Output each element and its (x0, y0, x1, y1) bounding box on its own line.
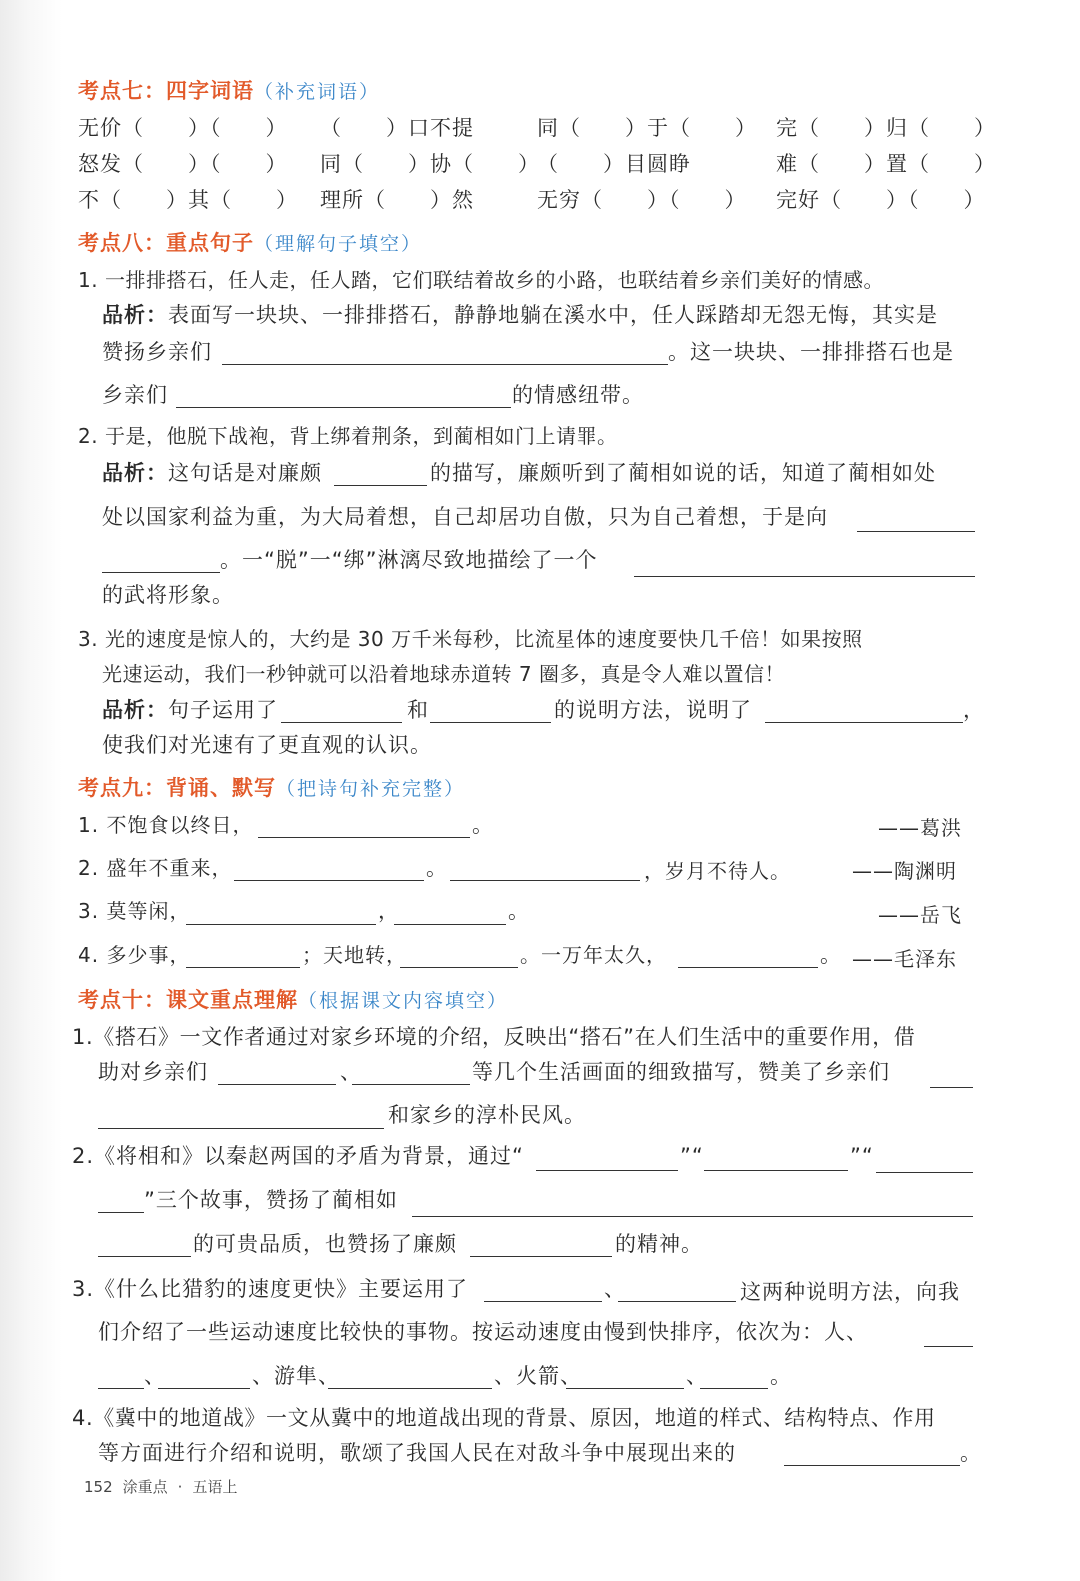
analysis-label: 品析： (102, 303, 168, 327)
s8-q1-sentence: 1. 一排排搭石，任人走，任人踏，它们联结着故乡的小路，也联结着乡亲们美好的情感。 (78, 268, 884, 292)
answer-blank[interactable] (857, 531, 975, 532)
section-9-heading (78, 773, 465, 805)
answer-blank[interactable] (98, 1256, 191, 1257)
answer-blank[interactable] (98, 1388, 144, 1389)
poem-3-start: 3. 莫等闲， (78, 899, 191, 923)
idiom-3-4: 完好（ ）（ ） (776, 188, 986, 212)
section-10-heading (78, 985, 508, 1017)
answer-blank[interactable] (98, 1212, 144, 1213)
s10-q2-l3b: 的精神。 (615, 1232, 703, 1256)
idiom-1-4: 完（ ）归（ ） (776, 116, 996, 140)
page-number: 152 (84, 1478, 113, 1496)
answer-blank[interactable] (186, 967, 300, 968)
poem-2-end: ，岁月不待人。 (644, 859, 791, 883)
idiom-2-3: （ ）目圆睁 (537, 152, 691, 176)
answer-blank[interactable] (176, 407, 511, 408)
answer-blank[interactable] (281, 722, 402, 723)
answer-blank[interactable] (450, 880, 640, 881)
s8-q3-l1b: 和 (407, 698, 429, 722)
section-7-subtitle: （补充词语） (254, 81, 381, 103)
analysis-label: 品析： (102, 698, 168, 722)
page-footer (84, 1476, 247, 1497)
s10-q2-l2a: ”三个故事，赞扬了蔺相如 (144, 1188, 398, 1212)
footer-dot: · (177, 1478, 183, 1496)
section-10-title: 考点十：课文重点理解 (78, 988, 298, 1012)
idiom-1-2: （ ）口不提 (320, 116, 474, 140)
poem-1-end: 。 (472, 813, 494, 837)
s10-q3-l1a: 3.《什么比猎豹的速度更快》主要运用了 (72, 1277, 469, 1301)
s10-q2-l3a: 的可贵品质，也赞扬了廉颇 (193, 1232, 457, 1256)
answer-blank[interactable] (704, 1170, 848, 1171)
poem-4-mid2: 。一万年太久， (520, 943, 667, 967)
poem-1-start: 1. 不饱食以终日， (78, 813, 254, 837)
idiom-1-1: 无价（ ）（ ） (78, 116, 288, 140)
answer-blank[interactable] (924, 1346, 973, 1347)
section-7-heading (78, 76, 380, 108)
poem-4-end: 。 (820, 943, 842, 967)
s10-q3-l3a: 、 (144, 1364, 166, 1388)
s8-q2-l4: 的武将形象。 (102, 583, 234, 607)
s8-q1-l2b: 。这一块块、一排排搭石也是 (668, 340, 954, 364)
answer-blank[interactable] (765, 722, 963, 723)
s10-q3-l3c: 、火箭、 (494, 1364, 582, 1388)
section-8-heading (78, 228, 422, 260)
answer-blank[interactable] (102, 572, 220, 573)
s10-q3-l1c: 这两种说明方法，向我 (740, 1280, 960, 1304)
poem-1-author: ——葛洪 (878, 816, 962, 840)
idiom-3-1: 不（ ）其（ ） (78, 188, 298, 212)
idiom-3-3: 无穷（ ）（ ） (537, 188, 747, 212)
s8-q2-l1b: 的描写，廉颇听到了蔺相如说的话，知道了蔺相如处 (430, 461, 936, 485)
answer-blank[interactable] (394, 924, 506, 925)
s10-q1-l2b: 、 (340, 1060, 362, 1084)
poem-2-mid: 。 (426, 856, 448, 880)
s8-q3-analysis-a (102, 695, 278, 725)
answer-blank[interactable] (258, 837, 470, 838)
poem-4-start: 4. 多少事， (78, 943, 191, 967)
s10-q1-l2c: 等几个生活画面的细致描写，赞美了乡亲们 (472, 1060, 890, 1084)
section-8-title: 考点八：重点句子 (78, 231, 254, 255)
s8-q2-l2: 处以国家利益为重，为大局着想，自己却居功自傲，只为自己着想，于是向 (102, 505, 828, 529)
s10-q2-l1c: ”“ (850, 1144, 874, 1168)
answer-blank[interactable] (484, 1301, 602, 1302)
idiom-2-4: 难（ ）置（ ） (776, 152, 996, 176)
answer-blank[interactable] (536, 1170, 678, 1171)
s8-q3-l2: 使我们对光速有了更直观的认识。 (102, 733, 432, 757)
answer-blank[interactable] (430, 722, 551, 723)
idiom-1-3: 同（ ）于（ ） (537, 116, 757, 140)
s8-q1-l2a: 赞扬乡亲们 (102, 340, 212, 364)
s8-q2-sentence: 2. 于是，他脱下战袍，背上绑着荆条，到蔺相如门上请罪。 (78, 424, 618, 448)
s10-q1-l1: 1.《搭石》一文作者通过对家乡环境的介绍，反映出“搭石”在人们生活中的重要作用，借 (72, 1025, 916, 1049)
s10-q3-l1b: 、 (604, 1277, 626, 1301)
answer-blank[interactable] (470, 1256, 612, 1257)
idiom-2-2: 同（ ）协（ ） (320, 152, 540, 176)
s8-q3-text1: 句子运用了 (168, 698, 278, 722)
idiom-2-1: 怒发（ ）（ ） (78, 152, 288, 176)
answer-blank[interactable] (98, 1128, 384, 1129)
page-binding-shadow (0, 0, 62, 1581)
s8-q3-l1c: 的说明方法，说明了 (554, 698, 752, 722)
s8-q1-l3a: 乡亲们 (102, 383, 168, 407)
answer-blank[interactable] (876, 1172, 973, 1173)
s8-q1-l3b: 的情感纽带。 (512, 383, 644, 407)
s10-q3-l3e: 。 (770, 1364, 792, 1388)
s10-q3-l3d: 、 (686, 1364, 708, 1388)
s10-q1-l2a: 助对乡亲们 (98, 1060, 208, 1084)
answer-blank[interactable] (218, 1084, 336, 1085)
poem-4-mid1: ；天地转， (302, 943, 407, 967)
section-8-subtitle: （理解句子填空） (254, 233, 423, 255)
s10-q4-l1: 4.《冀中的地道战》一文从冀中的地道战出现的背景、原因，地道的样式、结构特点、作用 (72, 1406, 936, 1430)
s10-q2-l1b: ”“ (680, 1144, 704, 1168)
s8-q3-sentence1: 3. 光的速度是惊人的，大约是 30 万千米每秒，比流星体的速度要快几千倍！如果按照 (78, 627, 863, 651)
grade-label: 五语上 (192, 1478, 238, 1496)
section-7-title: 考点七：四字词语 (78, 79, 254, 103)
answer-blank[interactable] (328, 1388, 492, 1389)
poem-3-mid: ， (378, 899, 400, 923)
answer-blank[interactable] (186, 924, 376, 925)
section-9-title: 考点九：背诵、默写 (78, 776, 276, 800)
s10-q1-l3: 和家乡的淳朴民风。 (388, 1103, 586, 1127)
answer-blank[interactable] (400, 967, 518, 968)
s10-q4-l2b: 。 (960, 1441, 982, 1465)
s10-q3-l3b: 、游隼、 (252, 1364, 340, 1388)
answer-blank[interactable] (784, 1465, 960, 1466)
s10-q4-l2a: 等方面进行介绍和说明，歌颂了我国人民在对敌斗争中展现出来的 (98, 1441, 736, 1465)
answer-blank[interactable] (222, 364, 668, 365)
answer-blank[interactable] (678, 967, 818, 968)
answer-blank[interactable] (352, 1084, 470, 1085)
poem-2-start: 2. 盛年不重来， (78, 856, 233, 880)
answer-blank[interactable] (234, 880, 424, 881)
analysis-label: 品析： (102, 461, 168, 485)
idiom-3-2: 理所（ ）然 (320, 188, 474, 212)
s8-q3-l1d: ， (963, 698, 985, 722)
poem-4-author: ——毛泽东 (852, 947, 957, 971)
section-10-subtitle: （根据课文内容填空） (298, 990, 509, 1012)
answer-blank[interactable] (634, 576, 975, 577)
s10-q2-l1a: 2.《将相和》以秦赵两国的矛盾为背景，通过“ (72, 1144, 524, 1168)
answer-blank[interactable] (158, 1388, 250, 1389)
s8-q1-text1: 表面写一块块、一排排搭石，静静地躺在溪水中，任人踩踏却无怨无悔，其实是 (168, 303, 938, 327)
s8-q2-l3: 。一“脱”一“绑”淋漓尽致地描绘了一个 (220, 548, 598, 572)
s8-q2-analysis-a (102, 458, 322, 488)
answer-blank[interactable] (412, 1216, 973, 1217)
answer-blank[interactable] (930, 1087, 973, 1088)
book-name: 涂重点 (122, 1478, 168, 1496)
answer-blank[interactable] (700, 1388, 768, 1389)
s8-q3-sentence2: 光速运动，我们一秒钟就可以沿着地球赤道转 7 圈多，真是令人难以置信！ (102, 662, 785, 686)
s8-q1-analysis-line1 (102, 300, 938, 330)
s8-q2-text1: 这句话是对廉颇 (168, 461, 322, 485)
s10-q3-l2: 们介绍了一些运动速度比较快的事物。按运动速度由慢到快排序，依次为：人、 (98, 1320, 868, 1344)
answer-blank[interactable] (334, 485, 427, 486)
section-9-subtitle: （把诗句补充完整） (276, 778, 466, 800)
answer-blank[interactable] (618, 1301, 736, 1302)
poem-3-author: ——岳飞 (878, 903, 962, 927)
answer-blank[interactable] (566, 1388, 684, 1389)
poem-2-author: ——陶渊明 (852, 859, 957, 883)
poem-3-end: 。 (508, 899, 530, 923)
